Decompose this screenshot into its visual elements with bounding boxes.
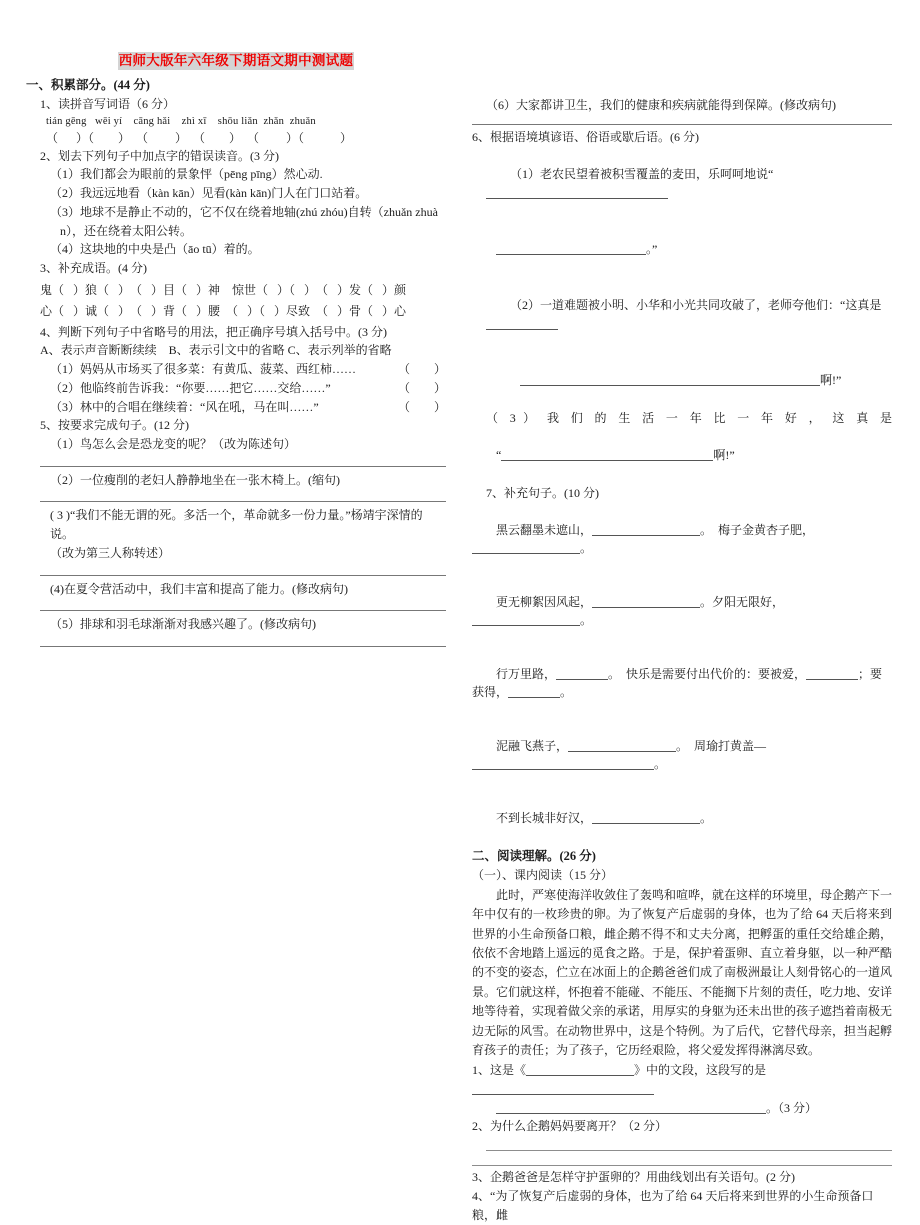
question-3-row-2: 心（ ）诚（ ） （ ）背（ ）腰 （ ）（ ）尽致 （ ）骨（ ）心 [40,303,407,318]
question-6-item-2 [472,277,892,352]
reading-q1-a: 1、这是《 [472,1062,527,1077]
question-4-item-1 [26,360,446,379]
question-7-line-4 [472,719,892,791]
reading-q1-c: 。（3 分） [766,1100,818,1115]
q7-l3-b: 。 [608,666,621,681]
question-6-item-2-text: （2）一道难题被小明、小华和小光共同攻破了，老师夸他们：“这真是 [510,298,882,313]
answer-line-5-1[interactable] [40,466,446,467]
answer-line-5-3[interactable] [40,575,446,576]
question-7-line-2 [472,575,892,647]
question-5-prompt: 5、按要求完成句子。(12 分) [40,418,189,433]
q7-l4-c: 周瑜打黄盖— [694,738,767,753]
q7-l3-blank-3[interactable] [508,686,560,698]
q7-l1-c: 梅子金黄杏子肥， [718,522,815,537]
q7-l5-blank-1[interactable] [592,812,700,824]
page-title: 西师大版年六年级下期语文期中测试题 [118,52,355,70]
reading-q1-blank-1[interactable] [526,1064,634,1076]
section-1-heading: 一、积累部分。(44 分) [26,78,150,92]
q7-l2-blank-2[interactable] [472,614,580,626]
question-6-item-1-cont [472,221,892,277]
q7-l4-blank-1[interactable] [568,740,676,752]
reading-q1-blank-2[interactable] [472,1083,654,1095]
question-6-item-3-text: （ 3 ） 我 们 的 生 活 一 年 比 一 年 好 ， 这 真 是 [486,410,892,425]
q7-l4-b: 。 [676,738,689,753]
q7-l5-a: 不到长城非好汉， [496,810,593,825]
reading-q1-b: 》中的文段，这段写的是 [634,1062,767,1077]
question-7-prompt: 7、补充句子。(10 分) [486,485,599,500]
question-6-item-3-openquote: “ [496,448,502,463]
question-1-pinyin: tián gēng wēi yí cāng hǎi zhì xī shōu liǎn zhǎn zhuǎn [46,116,316,128]
q7-l3-c: 快乐是需要付出代价的：要被爱， [626,666,807,681]
answer-line-reading-2b[interactable] [472,1165,892,1166]
reading-question-4: 4、“为了恢复产后虚弱的身体，也为了给 64 天后将来到世界的小生命预备口粮，雌 [472,1189,874,1223]
question-5-item-5: （5）排球和羽毛球渐渐对我感兴趣了。(修改病句) [50,617,316,632]
question-2-item-2: （2）我远远地看（kàn kān）见看(kàn kān)门人在门口站着。 [50,186,368,201]
reading-q1-blank-3[interactable] [496,1102,766,1114]
reading-subheading: （一）、课内阅读（15 分） [472,867,614,882]
question-6-item-3 [472,409,892,428]
question-4-prompt: 4、判断下列句子中省略号的用法，把正确序号填入括号中。(3 分) [40,324,387,339]
question-4-item-2 [26,379,446,398]
q7-l3-d: ；要获得， [472,666,883,699]
q7-l2-b: 。 [700,594,713,609]
question-1-brackets: （ ）（ ） （ ） （ ） （ ）（ ） [46,130,353,145]
question-2-item-3: （3）地球不是静止不动的，它不仅在绕着地轴(zhú zhóu)自转（zhuǎn zhuà [50,204,438,219]
question-2-item-3-cont: n），还在绕着太阳公转。 [60,223,193,238]
question-5-item-1: （1）鸟怎么会是恐龙变的呢？（改为陈述句） [50,436,297,451]
question-6-item-1-blank-b[interactable] [496,243,646,255]
question-5-item-3: ( 3 )“我们不能无谓的死。多活一个，革命就多一份力量。”杨靖宇深情的说。 [50,508,423,542]
question-5-item-3-cont: （改为第三人称转述） [50,545,171,560]
q7-l1-blank-2[interactable] [472,542,580,554]
question-6-prompt: 6、根据语境填谚语、俗语或歇后语。(6 分) [472,129,699,144]
q7-l1-d: 。 [580,540,593,555]
question-6-item-2-cont [472,352,892,408]
question-7-line-3 [472,647,892,719]
answer-line-5-2[interactable] [40,501,446,502]
reading-passage: 此时，严寒使海洋收敛住了轰鸣和喧哗，就在这样的环境里，母企鹅产下一年中仅有的一枚珍贵的卵。为了恢复产后虚弱的身体，也为了给 64 天后将来到世界的小生命预备口粮，雌企鹅不得不和丈夫分离，把孵蛋的重任交给雄企鹅，依依不舍地踏上遥远的觅食之路。于是，保护着蛋卵、直立着身躯，以一种严酷的不变的姿态，伫立在冰面上的企鹅爸爸们成了南极洲最让人刻骨铭心的一道风景。它们就这样，怀抱着不能碰、不能压、不能搁下片刻的责任，吃力地、安详地等待着，实现着做父亲的承诺，用厚实的身躯为还未出世的孩子遮挡着南极无边无际的风雪。在动物世界中，这是个特例。为了后代，它替代母亲，担当起孵育孩子的责任；为了孩子，它历经艰险，将父爱发挥得淋漓尽致。 [472,887,893,1058]
question-6-item-1-text: （1）老农民望着被积雪覆盖的麦田，乐呵呵地说“ [510,167,774,182]
reading-question-2: 2、为什么企鹅妈妈要离开？（2 分） [472,1119,668,1134]
question-6-item-2-tail: 啊!” [820,373,842,388]
q7-l1-blank-1[interactable] [592,524,700,536]
question-5-item-2: （2）一位瘦削的老妇人静静地坐在一张木椅上。(缩句) [50,472,340,487]
question-7-line-5 [472,791,892,845]
question-7-line-1 [472,503,892,575]
question-6-item-3-tail: 啊!” [713,448,735,463]
question-6-item-3-cont [472,428,892,484]
page-title-wrap [26,52,446,70]
question-4-item-3-answer-box[interactable]: （ ） [397,399,446,414]
question-6-item-1 [472,146,892,221]
q7-l3-blank-2[interactable] [806,668,858,680]
left-column [26,74,446,651]
question-4-item-1-text: （1）妈妈从市场买了很多菜：有黄瓜、菠菜、西红柿…… [50,362,357,377]
question-4-item-3-text: （3）林中的合唱在继续着：“风在吼，马在叫……” [50,399,319,414]
q7-l3-e: 。 [560,684,573,699]
question-4-item-2-answer-box[interactable]: （ ） [397,380,446,395]
q7-l3-blank-1[interactable] [556,668,608,680]
reading-question-3: 3、企鹅爸爸是怎样守护蛋卵的？用曲线划出有关语句。(2 分) [472,1170,795,1185]
question-2-item-4: （4）这块地的中央是凸（āo tū）着的。 [50,242,260,257]
q7-l1-a: 黑云翻墨未遮山， [496,522,593,537]
section-2-heading: 二、阅读理解。(26 分) [472,848,596,863]
answer-line-reading-2a[interactable] [486,1150,892,1151]
question-6-item-1-blank-a[interactable] [486,187,668,199]
question-1-prompt: 1、读拼音写词语（6 分） [40,97,176,112]
question-6-item-1-tail: 。” [646,242,658,257]
question-4-item-1-answer-box[interactable]: （ ） [397,362,446,377]
reading-question-1-cont [472,1099,892,1118]
q7-l4-d: 。 [654,756,667,771]
q7-l3-a: 行万里路， [496,666,557,681]
question-2-item-1: （1）我们都会为眼前的景象怦（pēng pīng）然心动. [50,167,323,182]
question-6-item-3-blank[interactable] [501,449,713,461]
question-4-item-3 [26,398,446,417]
q7-l4-a: 泥融飞燕子， [496,738,569,753]
question-4-item-2-text: （2）他临终前告诉我：“你要……把它……交给……” [50,380,331,395]
q7-l5-b: 。 [700,810,713,825]
answer-line-5-4[interactable] [40,610,446,611]
answer-line-5-5[interactable] [40,646,446,647]
question-2-prompt: 2、划去下列句子中加点字的错误读音。(3 分) [40,148,279,163]
q7-l2-a: 更无柳絮因风起， [496,594,593,609]
q7-l2-blank-1[interactable] [592,596,700,608]
question-6-item-2-blank-a[interactable] [486,318,558,330]
q7-l4-blank-2[interactable] [472,758,654,770]
question-4-options: A、表示声音断断续续 B、表示引文中的省略 C、表示列举的省略 [40,343,392,358]
q7-l2-c: 夕阳无限好， [712,594,785,609]
reading-question-1 [472,1061,892,1099]
question-5-item-6: （6）大家都讲卫生，我们的健康和疾病就能得到保障。(修改病句) [486,98,836,112]
question-5-item-4: (4)在夏令营活动中，我们丰富和提高了能力。(修改病句) [50,581,348,596]
answer-line-5-6[interactable] [472,124,892,125]
question-3-row-1: 鬼（ ）狼（ ） （ ）目（ ）神 惊世（ ）（ ） （ ）发（ ）颜 [40,282,407,297]
question-6-item-2-blank-b[interactable] [520,374,820,386]
question-3-prompt: 3、补充成语。(4 分) [40,260,147,275]
q7-l1-b: 。 [700,522,713,537]
q7-l2-d: 。 [580,612,593,627]
